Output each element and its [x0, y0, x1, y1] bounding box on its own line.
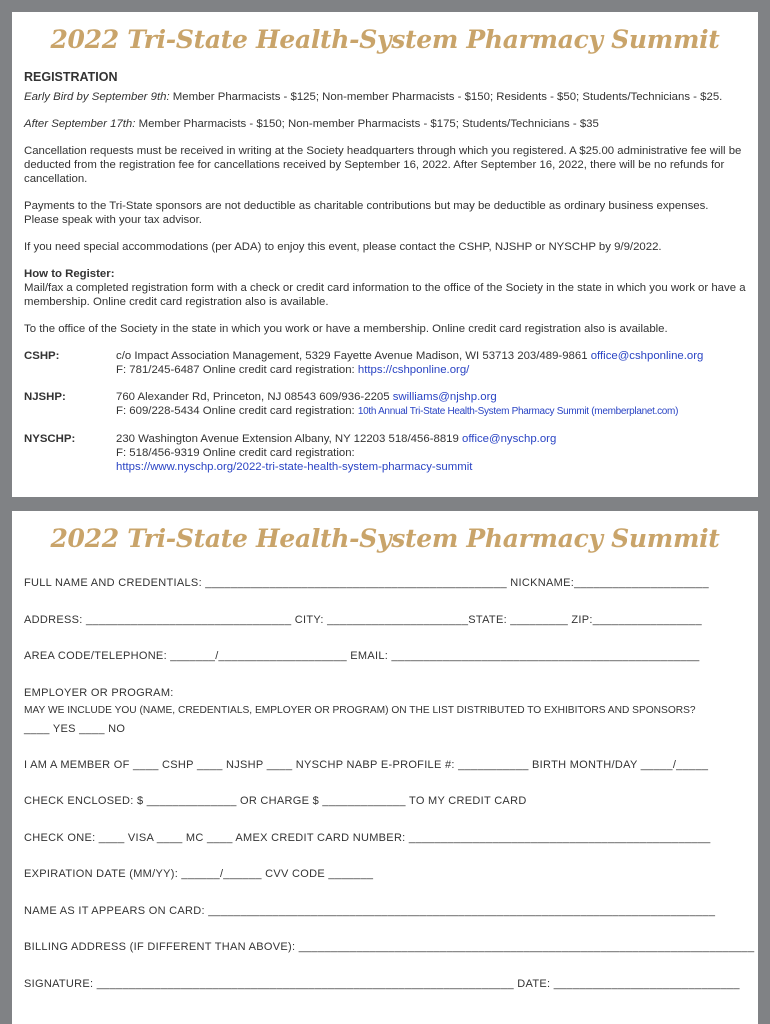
- society-address: 230 Washington Avenue Extension Albany, NY 12203 518/456-8819: [116, 433, 462, 445]
- society-name: NYSCHP:: [24, 433, 76, 445]
- name-on-card-field[interactable]: NAME AS IT APPEARS ON CARD: _______________________________________________________________________________: [24, 904, 716, 917]
- card-type-field[interactable]: CHECK ONE: ____ VISA ____ MC ____ AMEX CREDIT CARD NUMBER: _______________________________________________: [24, 831, 711, 844]
- society-email-link[interactable]: office@nyschp.org: [462, 433, 557, 445]
- full-name-field[interactable]: FULL NAME AND CREDENTIALS: _______________________________________________ NICKNAME:_____________________: [24, 577, 709, 589]
- society-online-link[interactable]: 10th Annual Tri-State Health-System Pharmacy Summit (memberplanet.com): [357, 406, 679, 417]
- summit-title: 2022 Tri-State Health-System Pharmacy Summit: [50, 25, 720, 54]
- early-bird-label: Early Bird by September 9th:: [24, 91, 170, 103]
- membership-field[interactable]: I AM A MEMBER OF ____ CSHP ____ NJSHP ____ NYSCHP NABP E-PROFILE #: ___________ BIRTH MONTH/DAY _____/_____: [24, 758, 709, 771]
- employer-field[interactable]: EMPLOYER OR PROGRAM:: [24, 686, 174, 699]
- billing-address-field[interactable]: BILLING ADDRESS (IF DIFFERENT THAN ABOVE): _______________________________________________________________________: [24, 941, 755, 953]
- society-address: c/o Impact Association Management, 5329 Fayette Avenue Madison, WI 53713 203/489-9861: [116, 350, 591, 362]
- late-pricing: [24, 117, 746, 131]
- phone-email-field[interactable]: AREA CODE/TELEPHONE: _______/____________________ EMAIL: ________________________________________________: [24, 650, 700, 662]
- payments-note: Payments to the Tri-State sponsors are not deductible as charitable contributions but may be deductible as ordinary business expenses. Please speak with your tax advisor.: [24, 200, 709, 226]
- society-address: 760 Alexander Rd, Princeton, NJ 08543 609/936-2205: [116, 391, 393, 403]
- payment-method-field[interactable]: CHECK ENCLOSED: $ ______________ OR CHARGE $ _____________ TO MY CREDIT CARD: [24, 795, 527, 807]
- registration-heading: REGISTRATION: [24, 70, 118, 84]
- society-name: CSHP:: [24, 350, 60, 362]
- ada-note: If you need special accommodations (per ADA) to enjoy this event, please contact the CSHP, NJSHP or NYSCHP by 9/9/2022.: [24, 241, 662, 253]
- signature-date-field[interactable]: SIGNATURE: _________________________________________________________________ DATE: _____________________________: [24, 977, 740, 990]
- how-to-register-heading: How to Register:: [24, 268, 115, 280]
- early-bird-pricing: [24, 90, 746, 104]
- early-bird-text: Member Pharmacists - $125; Non-member Pharmacists - $150; Residents - $50; Students/Technicians - $25.: [169, 91, 723, 103]
- how-to-register: [24, 267, 746, 309]
- form-title: 2022 Tri-State Health-System Pharmacy Summit: [50, 524, 720, 553]
- society-njshp: [24, 390, 746, 419]
- expiration-cvv-field[interactable]: EXPIRATION DATE (MM/YY): ______/______ CVV CODE _______: [24, 868, 374, 880]
- how-to-register-text: Mail/fax a completed registration form with a check or credit card information to the office of the Society in the state in which you work or have a membership. Online credit card registration also is available.: [24, 282, 746, 308]
- employer-block: [24, 685, 746, 757]
- society-nyschp: [24, 432, 746, 474]
- yes-no-field[interactable]: ____ YES ____ NO: [24, 722, 126, 735]
- society-cshp: [24, 349, 746, 377]
- society-fax: F: 518/456-9319 Online credit card registration:: [116, 447, 355, 459]
- late-label: After September 17th:: [24, 118, 136, 130]
- cancellation-policy: Cancellation requests must be received in writing at the Society headquarters through which you registered. A $25.00 administrative fee will be deducted from the registration fee for cancellations received by September 16, 2022. After September 16, 2022, there will be no refunds for cancellation.: [24, 145, 742, 185]
- society-email-link[interactable]: swilliams@njshp.org: [392, 391, 497, 403]
- society-online-link[interactable]: https://www.nyschp.org/2022-tri-state-health-system-pharmacy-summit: [116, 461, 473, 473]
- society-fax: F: 781/245-6487 Online credit card registration:: [116, 364, 358, 376]
- to-office-note: To the office of the Society in the state in which you work or have a membership. Online credit card registration also is available.: [24, 323, 668, 335]
- society-online-link[interactable]: https://cshponline.org/: [357, 364, 470, 376]
- address-field[interactable]: ADDRESS: ________________________________ CITY: ______________________STATE: _________ ZIP:_________________: [24, 613, 702, 626]
- include-question: MAY WE INCLUDE YOU (NAME, CREDENTIALS, EMPLOYER OR PROGRAM) ON THE LIST DISTRIBUTED TO EXHIBITORS AND SPONSORS?: [24, 704, 696, 716]
- society-fax: F: 609/228-5434 Online credit card registration:: [116, 405, 358, 417]
- late-text: Member Pharmacists - $150; Non-member Pharmacists - $175; Students/Technicians - $35: [135, 118, 599, 130]
- registration-form-panel: [12, 511, 758, 1024]
- society-email-link[interactable]: office@cshponline.org: [590, 350, 704, 362]
- society-name: NJSHP:: [24, 391, 66, 403]
- registration-info-panel: [12, 12, 758, 497]
